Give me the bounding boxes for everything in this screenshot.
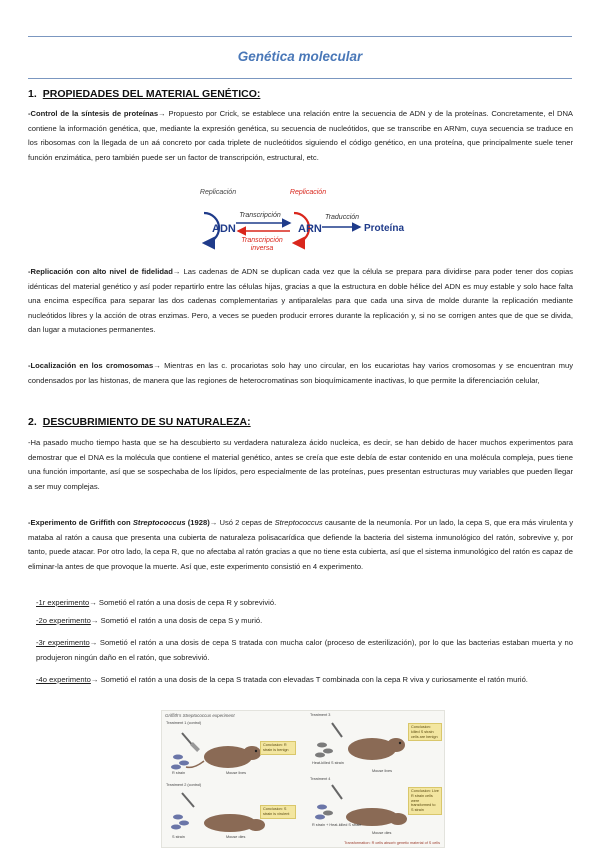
section-1-number: 1. <box>28 88 37 100</box>
figure-header: Griffith's Streptococcus experiment <box>165 713 235 718</box>
traduccion-label: Traducción <box>324 214 360 221</box>
section-1-title: PROPIEDADES DEL MATERIAL GENÉTICO: <box>42 88 261 100</box>
experiment-text: Sometió el ratón a una dosis de la cepa S tratada con elevadas T combinada con la cepa R viva y curiosamente el ratón murió. <box>98 675 528 684</box>
figure-caption: Transformation: R cells absorb genetic material of S cells <box>344 841 440 845</box>
griffith-lead-a: -Experimento de Griffith con <box>28 518 133 527</box>
conclusion-2-box: Conclusion: S strain is virulent <box>260 805 296 819</box>
griffith-text-a: Usó 2 cepas de <box>217 518 275 527</box>
conclusion-3-box: Conclusion: killed S strain cells are benign <box>408 723 442 741</box>
experiment-4 <box>36 673 573 688</box>
experiment-text: Sometió el ratón a una dosis de cepa R y sobrevivió. <box>96 598 277 607</box>
replicacion-adn-label: Replicación <box>199 189 237 196</box>
adn-label: ADN <box>212 223 236 235</box>
transcripcion-label: Transcripción <box>239 212 281 219</box>
experiment-label: -2o experimento <box>36 616 91 625</box>
section-2-title: DESCUBRIMIENTO DE SU NATURALEZA: <box>42 416 251 428</box>
conclusion-1-box: Conclusion: R strain is benign <box>260 741 296 755</box>
arrow-icon: → <box>153 361 161 370</box>
paragraph-body: -Ha pasado mucho tiempo hasta que se ha descubierto su verdadera naturaleza ácido nucleica, es decir, se han debido de hacer muchos experimentos para demostrar que el DNA es la molécula que contiene el material genético, antes se creía que este debía de estar contenido en una molécula compleja, pues tiene una función importante, así que se sospechaba de los lípidos, pero especialmente de las proteínas, pues presentan estructuras muy variables que pueden llegar a ser muy complejas. <box>28 438 573 491</box>
griffith-italic-2: Streptococcus <box>274 518 323 527</box>
paragraph-descubrimiento <box>28 436 573 494</box>
transcripcion-inversa-label-2: inversa <box>250 245 274 252</box>
s-strain-label-1: S strain <box>172 835 185 839</box>
treatment-2-label: Treatment 2 (control) <box>166 783 202 787</box>
experiment-text: Sometió el ratón a una dosis de cepa S tratada con mucha calor (proceso de esterilización), por lo que las bacterias estaban muerta y no produjeron ningún daño en el ratón, que sobrevivió. <box>36 638 573 662</box>
replicacion-arn-label: Replicación <box>289 189 327 196</box>
paragraph-body: Las cadenas de ADN se duplican cada vez que la célula se prepara para dividirse para poder tener dos copias idénticas del material genético y así poder repartirlo entre las células hijas, gracias a que la estructura en doble hélice del ADN es muy estable y solo hace falta una encima específica para separar las dos cadenas complementarias y antiparalelas para que cada una sirva de molde durante la replicación mediante nucleótidos libres y la acción de otras enzimas. Pero, a veces se pueden producir errores durante la replicación y, si no se corrigen antes que de que se divida, dan lugar a mutaciones permanentes. <box>28 267 574 335</box>
paragraph-body: Propuesto por Crick, se establece una relación entre la secuencia de ADN y de la proteínas. Concretamente, el DNA contiene la información genética, que, mediante la expresión genética, su secuencia de nucleótidos, que se transcribe en ARNm, cuya secuencia se traduce en los ribosomas con la llegada de un aá concreto por cada triplete de nucleótidos siguiendo el código genético, en una proteína, que principalmente suele tener función enzimática, pero también puede ser un factor de transcripción, estructural, etc. <box>28 109 573 162</box>
arrow-icon: → <box>158 109 166 118</box>
mouse-dies-label-1: Mouse dies <box>226 835 246 839</box>
arrow-icon: → <box>90 675 99 684</box>
section-2-heading <box>28 416 251 428</box>
top-rule <box>28 36 572 37</box>
griffith-experiment-figure <box>161 710 445 848</box>
transcripcion-inversa-label-1: Transcripción <box>241 237 283 244</box>
mouse-dies-label-2: Mouse dies <box>372 831 392 835</box>
paragraph-griffith <box>28 516 573 574</box>
arrow-icon: → <box>90 616 99 625</box>
conclusion-4-box: Conclusion: Live R strain cells were transformed to S strain <box>408 787 442 815</box>
heat-killed-label: Heat-killed S strain <box>312 761 344 765</box>
page-title: Genética molecular <box>237 49 363 64</box>
central-dogma-diagram <box>190 183 420 265</box>
section-1-heading <box>28 88 260 100</box>
experiment-2 <box>36 614 573 629</box>
experiment-label: -1r experimento <box>36 598 90 607</box>
paragraph-replicacion <box>28 265 573 338</box>
paragraph-localizacion <box>28 359 573 388</box>
proteina-label: Proteína <box>364 223 405 234</box>
griffith-text-b: causante de la neumonía. Por un lado, la cepa S, que era más virulenta y mataba al ratón a causa que presenta una cubierta de naturaleza polisacarídica que defiende la bacteria del sistema inmunológico del ratón, sobrevive y, por tanto, puede atacar. Por otro lado, la cepa R, que no afectaba al ratón gracias a que no tiene esta cubierta, así que el sistema inmunológico del ratón es capaz de eliminar-la antes de que provoque la muerte. Así que, este experimento consistió en 4 experimento. <box>28 518 574 571</box>
experiment-label: -3r experimento <box>36 638 90 647</box>
arrow-icon: → <box>89 598 97 607</box>
experiment-3 <box>36 636 573 665</box>
title-rule <box>28 78 572 79</box>
r-strain-label-1: R strain <box>172 771 186 775</box>
arrow-icon: → <box>209 518 218 527</box>
paragraph-lead: -Control de la síntesis de proteínas <box>28 109 159 118</box>
arrow-icon: → <box>89 638 98 647</box>
treatment-1-label: Treatment 1 (control) <box>166 721 202 725</box>
experiment-1 <box>36 596 573 611</box>
treatment-3-label: Treatment 3 <box>310 713 331 717</box>
paragraph-control-sintesis <box>28 107 573 165</box>
mouse-lives-label-2: Mouse lives <box>372 769 393 773</box>
griffith-lead-italic: Streptococcus <box>132 518 186 527</box>
arrow-icon: → <box>172 267 181 276</box>
experiment-text: Sometió el ratón a una dosis de cepa S y murió. <box>98 616 263 625</box>
arn-label: ARN <box>298 223 322 235</box>
experiment-label: -4o experimento <box>36 675 91 684</box>
section-2-number: 2. <box>28 416 37 428</box>
mix-label: R strain + Heat-killed S strain <box>312 823 362 827</box>
paragraph-body: Mientras en las c. procariotas solo hay uno circular, en los eucariotas hay varios cromosomas y se encuentran muy condensados por las histonas, de manera que las regiones de heterocromatinas son bioquímicamente inactivas, lo que permite la diferenciación celular, <box>28 361 573 385</box>
treatment-4-label: Treatment 4 <box>310 777 331 781</box>
mouse-lives-label-1: Mouse lives <box>226 771 247 775</box>
paragraph-lead: -Replicación con alto nivel de fidelidad <box>28 267 173 276</box>
griffith-lead-b: (1928) <box>185 518 210 527</box>
paragraph-lead: -Localización en los cromosomas <box>28 361 154 370</box>
